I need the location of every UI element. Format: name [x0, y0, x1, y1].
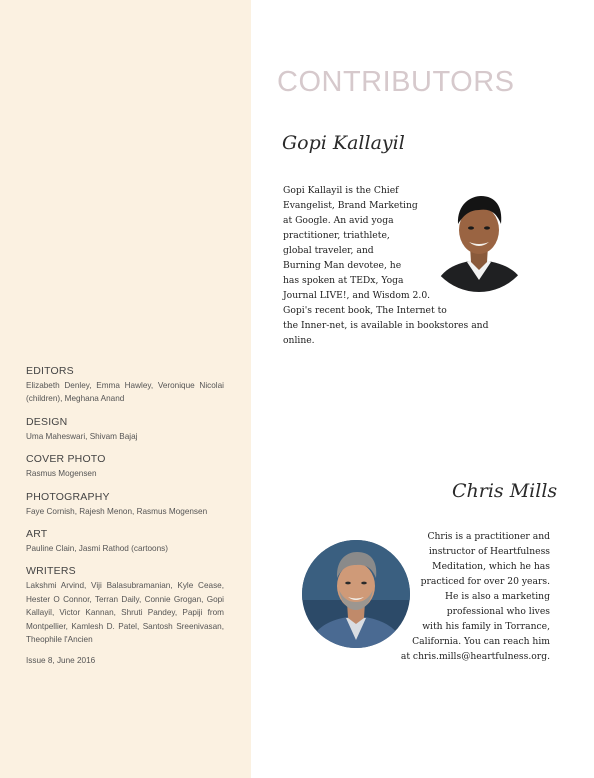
bio-line: California. You can reach him	[412, 636, 550, 647]
bio-line: Gopi's recent book, The Internet to	[283, 305, 447, 316]
bio-line: professional who lives	[446, 606, 550, 617]
credit-writers	[26, 565, 224, 646]
credit-design	[26, 416, 224, 443]
bio-line: practiced for over 20 years.	[420, 576, 550, 587]
credit-cover-photo	[26, 453, 224, 480]
credit-names: Pauline Clain, Jasmi Rathod (cartoons)	[26, 544, 168, 554]
bio-line: He is also a marketing	[445, 591, 550, 602]
contributor-name: Chris Mills	[452, 480, 558, 502]
bio-line: Chris is a practitioner and	[427, 531, 550, 542]
credit-names: Rasmus Mogensen	[26, 469, 97, 479]
bio-line: Burning Man devotee, he	[283, 260, 402, 271]
credit-art	[26, 528, 224, 555]
bio-line: with his family in Torrance,	[422, 621, 550, 632]
credits-sidebar	[0, 0, 251, 778]
issue-date: Issue 8, June 2016	[26, 656, 96, 666]
credit-names: Faye Cornish, Rajesh Menon, Rasmus Mogensen	[26, 506, 208, 516]
page-title: CONTRIBUTORS	[277, 66, 515, 98]
credit-heading: DESIGN	[26, 415, 68, 428]
credit-photography	[26, 491, 224, 518]
credit-heading: COVER PHOTO	[26, 453, 106, 466]
bio-line: practitioner, triathlete,	[283, 230, 390, 241]
credit-names: Elizabeth Denley, Emma Hawley, Veronique Nicolai (children), Meghana Anand	[26, 381, 224, 404]
bio-line: Gopi Kallayil is the Chief	[283, 185, 399, 196]
bio-line: Meditation, which he has	[432, 561, 550, 572]
credit-editors	[26, 365, 224, 406]
credit-heading: ART	[26, 528, 48, 541]
bio-line: Evangelist, Brand Marketing	[283, 200, 418, 211]
bio-line: Journal LIVE!, and Wisdom 2.0.	[283, 290, 431, 301]
credits-list	[26, 365, 224, 665]
portrait-photo	[425, 184, 533, 292]
bio-line: instructor of Heartfulness	[428, 546, 550, 557]
credit-heading: WRITERS	[26, 565, 76, 578]
chris-portrait	[302, 540, 410, 648]
bio-line: at Google. An avid yoga	[283, 215, 394, 226]
contributor-bio	[390, 529, 550, 664]
portrait-photo	[302, 540, 410, 648]
gopi-portrait	[425, 184, 533, 292]
credit-names: Lakshmi Arvind, Viji Balasubramanian, Kyle Cease, Hester O Connor, Terran Daily, Connie Grogan, Gopi Kallayil, Victor Kannan, Shruti Pandey, Papiji from Montpellier, Kamlesh D. Patel, Santosh Sreenivasan, Theophile l'Ancien	[26, 581, 224, 645]
contributor-name: Gopi Kallayil	[282, 132, 405, 154]
credit-heading: PHOTOGRAPHY	[26, 490, 110, 503]
bio-line: global traveler, and	[283, 245, 374, 256]
bio-line: at chris.mills@heartfulness.org.	[400, 651, 550, 662]
bio-line: has spoken at TEDx, Yoga	[283, 275, 404, 286]
credit-heading: EDITORS	[26, 365, 74, 377]
bio-line: online.	[283, 335, 315, 346]
bio-line: the Inner-net, is available in bookstores and	[283, 320, 489, 331]
credit-names: Uma Maheswari, Shivam Bajaj	[26, 431, 138, 441]
